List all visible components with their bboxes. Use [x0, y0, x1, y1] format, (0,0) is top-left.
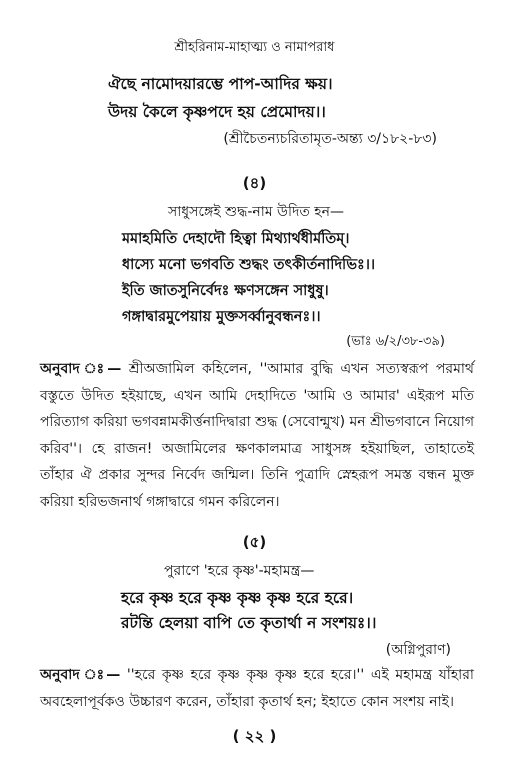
mantra-line: হরে কৃষ্ণ হরে কৃষ্ণ কৃষ্ণ কৃষ্ণ হরে হরে।	[121, 589, 354, 607]
running-header: শ্রীহরিনাম-মাহাত্ম্য ও নামাপরাধ	[174, 40, 335, 55]
page-number: ( ২২ )	[232, 727, 277, 745]
section-number: (৪)	[242, 174, 267, 192]
sanskrit-verse-line: ধাস্যে মনো ভগবতি শুদ্ধং তৎকীর্তনাদিভিঃ।।	[122, 257, 376, 273]
translation-label: অনুবাদ ঃ—	[40, 361, 122, 377]
translation-label: অনুবাদ ঃ—	[40, 667, 121, 683]
mantra-line: রটন্তি হেলয়া বাপি তে কৃতার্থা ন সংশয়ঃ।।	[121, 614, 377, 632]
sanskrit-verse-line: মমাহমিতি দেহাদৌ হিত্বা মিথ্যার্থধীর্মতিম্।	[122, 231, 350, 247]
verse-reference: (অগ্নিপুরাণ)	[385, 642, 451, 658]
verse-reference: (ভাঃ ৬/২/৩৮-৩৯)	[346, 334, 445, 349]
translation-paragraph	[40, 662, 474, 715]
section-number: (৫)	[242, 533, 267, 551]
translation-paragraph	[40, 356, 474, 515]
verse-reference: (শ্রীচৈতন্যচরিতামৃত-অন্ত্য ৩/১৮২-৮৩)	[223, 131, 437, 147]
sanskrit-verse-line: ইতি জাতসুনির্বেদঃ ক্ষণসঙ্গেন সাধুষু।	[122, 283, 329, 299]
section-intro: পুরাণে 'হরে কৃষ্ণ'-মহামন্ত্র—	[164, 563, 315, 579]
sanskrit-verse-line: গঙ্গাদ্বারমুপেয়ায় মুক্তসর্ব্বানুবন্ধনঃ।।	[122, 309, 321, 325]
verse-line: উদয় কৈলে কৃষ্ণপদে হয় প্রেমোদয়।।	[108, 103, 326, 121]
translation-text: ''হরে কৃষ্ণ হরে কৃষ্ণ কৃষ্ণ কৃষ্ণ হরে হরে।'' এই মহামন্ত্র যাঁহারা অবহেলাপূর্বকও উচ্চারণ করেন, তাঁহারা কৃতার্থ হন; ইহাতে কোন সংশয় নাই।	[40, 667, 474, 710]
verse-line: ঐছে নামোদয়ারম্ভে পাপ-আদির ক্ষয়।	[108, 75, 333, 93]
translation-text: শ্রীঅজামিল কহিলেন, ''আমার বুদ্ধি এখন সত্যস্বরূপ পরমার্থ বস্তুতে উদিত হইয়াছে, এখন আমি দেহাদিতে 'আমি ও আমার' এইরূপ মতি পরিত্যাগ করিয়া ভগবন্নামকীর্ত্তনাদিদ্বারা শুদ্ধ (সেবোন্মুখ) মন শ্রীভগবানে নিয়োগ করিব''। হে রাজন! অজামিলের ক্ষণকালমাত্র সাধুসঙ্গ হইয়াছিল, তাহাতেই তাঁহার ঐ প্রকার সুন্দর নির্বেদ জন্মিল। তিনি পুত্রাদি স্নেহরূপ সমস্ত বন্ধন মুক্ত করিয়া হরিভজনার্থ গঙ্গাদ্বারে গমন করিলেন।	[40, 361, 474, 510]
section-intro: সাধুসঙ্গেই শুদ্ধ-নাম উদিত হন—	[168, 204, 344, 220]
